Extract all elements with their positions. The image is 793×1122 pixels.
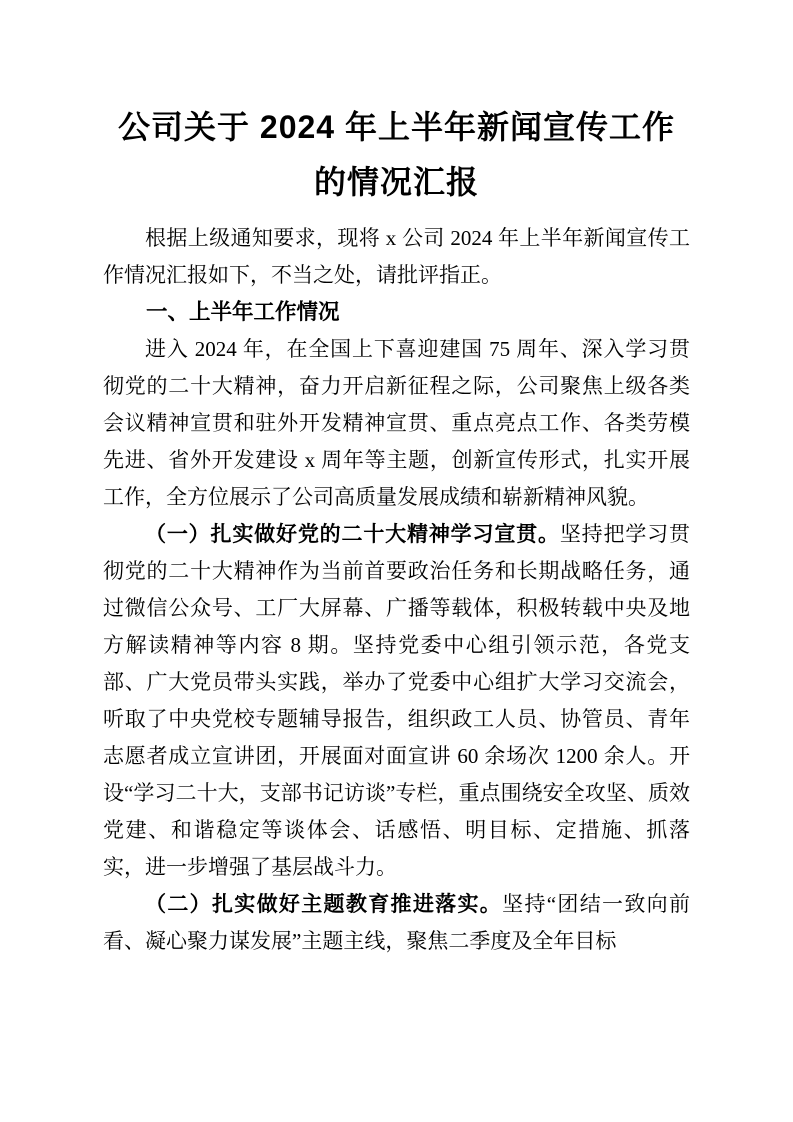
item-1-text: 坚持把学习贯彻党的二十大精神作为当前首要政治任务和长期战略任务，通过微信公众号、工厂大屏幕、广播等载体，积极转载中央及地方解读精神等内容 8 期。坚持党委中心组引领示范，各党支部、广大党员带头实践，举办了党委中心组扩大学习交流会，听取了中央党校专题辅导报告，组织政工人员、协管员、青年志愿者成立宣讲团，开展面对面宣讲 60 余场次 1200 余人。开设“学习二十大，支部书记访谈”专栏，重点围绕安全攻坚、质效党建、和谐稳定等谈体会、话感悟、明目标、定措施、抓落实，进一步增强了基层战斗力。 bbox=[103, 522, 691, 879]
paragraph-section-overview: 进入 2024 年，在全国上下喜迎建国 75 周年、深入学习贯彻党的二十大精神，奋力开启新征程之际，公司聚焦上级各类会议精神宣贯和驻外开发精神宣贯、重点亮点工作、各类劳模先进、省外开发建设 x 周年等主题，创新宣传形式，扎实开展工作，全方位展示了公司高质量发展成绩和崭新精神风貌。 bbox=[103, 337, 690, 509]
paragraph-item-2 bbox=[103, 886, 690, 960]
section-heading-first-half-work: 一、上半年工作情况 bbox=[146, 300, 340, 324]
document-title: 公司关于 2024 年上半年新闻宣传工作的情况汇报 bbox=[118, 109, 675, 200]
item-2-text: 坚持“团结一致向前看、凝心聚力谋发展”主题主线，聚焦二季度及全年目标 bbox=[103, 892, 691, 953]
item-2-lead: （二）扎实做好主题教育推进落实。 bbox=[145, 892, 503, 916]
paragraph-intro: 根据上级通知要求，现将 x 公司 2024 年上半年新闻宣传工作情况汇报如下，不当之处，请批评指正。 bbox=[103, 226, 690, 287]
item-1-lead: （一）扎实做好党的二十大精神学习宣贯。 bbox=[145, 522, 560, 546]
paragraph-item-1 bbox=[103, 516, 690, 886]
